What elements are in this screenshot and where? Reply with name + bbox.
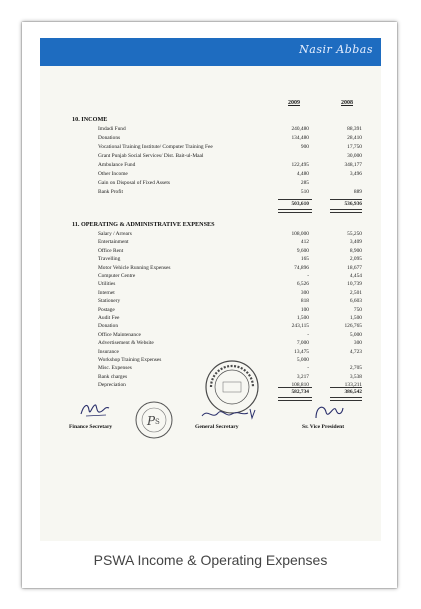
letterhead-brand: Nasir Abbas [299,43,373,56]
expenses-row-label: Misc. Expenses [98,365,132,372]
expenses-row-value-2009: 7,000 [296,340,309,347]
expenses-row-value-2009: 165 [300,256,309,263]
income-row-label: Gain on Disposal of Fixed Assets [98,180,171,186]
income-row-value-2009: 900 [300,144,309,150]
income-row-value-2008: 348,177 [344,162,362,168]
expenses-row-value-2008: 126,765 [344,323,362,330]
expenses-total-2008: 386,542 [344,389,362,395]
income-row-value-2009: 285 [300,180,309,186]
expenses-row-label: Utilities [98,281,116,288]
expenses-row [98,273,362,281]
expenses-row-value-2009: - [307,273,309,279]
income-row-value-2009: 510 [300,189,309,195]
expenses-row [98,256,362,264]
expenses-row-value-2008: 55,250 [347,231,362,237]
expenses-row-value-2009: 243,115 [291,323,309,330]
expenses-row-label: Workshop Training Expenses [98,357,162,363]
expenses-row [98,265,362,273]
pswa-round-seal [134,400,174,440]
expenses-row [98,290,362,298]
expenses-total-rule-2009 [278,387,312,388]
expenses-row-value-2009: 100 [300,306,309,313]
income-row [98,153,362,161]
income-row [98,162,362,170]
expenses-row-value-2008: 1,500 [349,315,362,321]
expenses-row-label: Salary / Arrears [98,231,132,237]
expenses-row-value-2008: 300 [353,340,362,347]
expenses-row-value-2009: 108,810 [291,382,309,389]
expenses-row-value-2008: 750 [353,306,362,313]
expenses-row-label: Entertainment [98,239,129,246]
general-secretary-label: General Secretary [195,424,239,430]
income-row-value-2009: 122,495 [291,162,309,168]
income-row-label: Imdadi Fund [98,126,126,132]
expenses-row-value-2008: 18,677 [347,264,362,271]
income-row-label: Vocational Training Institute/ Computer Training Fee [98,144,213,150]
expenses-row [98,340,362,348]
expenses-row [98,298,362,306]
expenses-section-title: 11. OPERATING & ADMINISTRATIVE EXPENSES [72,221,215,228]
expenses-row [98,315,362,323]
income-row-label: Bank Profit [98,189,124,195]
expenses-row-value-2009: 412 [300,239,309,246]
expenses-row-value-2009: 108,000 [291,231,309,237]
finance-secretary-signature [78,400,114,420]
income-row [98,135,362,143]
expenses-row [98,307,362,315]
income-row-value-2008: 30,000 [347,153,362,159]
expenses-row-value-2009: 1,500 [296,315,309,321]
income-total-double-rule-2008 [330,209,362,213]
income-row [98,180,362,188]
expenses-row-label: Bank charges [98,373,128,380]
income-row [98,171,362,179]
expenses-row-value-2008: 3,409 [349,239,362,246]
expenses-row [98,231,362,239]
expenses-row [98,332,362,340]
income-total-2009: 503,610 [291,201,309,207]
income-row [98,189,362,197]
expenses-row-value-2009: - [307,331,309,338]
expenses-row-value-2008: 8,900 [349,247,362,254]
income-row-value-2009: 240,480 [291,126,309,132]
expenses-row-value-2008: 6,603 [349,298,362,305]
expenses-row [98,323,362,331]
expenses-row-value-2009: 9,600 [296,247,309,254]
image-caption: PSWA Income & Operating Expenses [93,552,328,568]
expenses-row-value-2008: 3,538 [349,373,362,380]
expenses-row [98,239,362,247]
expenses-row-value-2008: 133,211 [344,382,362,389]
income-row [98,126,362,134]
finance-secretary-label: Finance Secretary [69,424,113,430]
income-row-value-2009: 134,480 [291,135,309,141]
income-row-value-2009: 4,480 [296,171,309,177]
income-row-value-2008: 889 [353,189,362,195]
expenses-row-value-2008: 5,000 [349,331,362,338]
income-total-rule-2009 [278,199,312,200]
expenses-row-value-2008: 4,454 [349,273,362,279]
expenses-row-value-2009: 300 [300,289,309,296]
general-secretary-signature [200,404,258,424]
letterhead-bar [40,38,381,66]
expenses-row-label: Advertisement & Website [98,340,154,347]
expenses-row [98,281,362,289]
expenses-total-rule-2008 [330,387,362,388]
expenses-row-label: Internet [98,289,115,296]
expenses-row [98,349,362,357]
column-header-2008: 2008 [341,100,353,106]
document-photo [40,38,381,541]
expenses-row-value-2008: 10,739 [347,281,362,288]
expenses-row [98,248,362,256]
income-total-rule-2008 [330,199,362,200]
income-row-value-2008: 17,750 [347,144,362,150]
expenses-row-value-2009: 74,896 [294,264,309,271]
expenses-row-value-2009: 818 [300,298,309,305]
expenses-row-value-2008: 2,501 [349,289,362,296]
expenses-row-label: Audit Fee [98,315,120,321]
expenses-row-value-2009: 5,000 [296,357,309,363]
expenses-row-value-2009: 3,217 [296,373,309,380]
income-total-double-rule-2009 [278,209,312,213]
column-header-2009: 2009 [288,100,300,106]
svg-text:S: S [155,418,160,426]
expenses-row-value-2008: 2,095 [349,256,362,263]
income-row-value-2008: 88,391 [347,126,362,132]
income-row-label: Donations [98,135,121,141]
expenses-row-label: Office Rent [98,247,124,254]
expenses-row-label: Computer Centre [98,273,136,279]
vice-president-signature [312,400,346,424]
expenses-total-2009: 582,734 [291,389,309,395]
expenses-row-label: Office Maintenance [98,331,141,338]
expenses-row-label: Postage [98,306,115,313]
income-row-label: Grant Punjab Social Services/ Dist. Bait-ul-Maal [98,153,204,159]
expenses-row-value-2009: 13,475 [294,348,309,355]
expenses-row-label: Donation [98,323,119,330]
expenses-row-label: Motor Vehicle Running Expenses [98,264,171,271]
svg-text:P: P [147,414,156,428]
expenses-row-value-2009: - [307,365,309,372]
expenses-row-value-2009: 6,526 [296,281,309,288]
expenses-row-value-2008: 4,723 [349,348,362,355]
income-total-2008: 536,936 [344,201,362,207]
income-total-row [98,201,362,209]
expenses-total-double-rule-2009 [278,397,312,401]
expenses-row-label: Depreciation [98,382,126,389]
expenses-row-value-2008: 2,705 [349,365,362,372]
expenses-row-label: Stationery [98,298,121,305]
income-row-label: Ambulance Fund [98,162,136,168]
income-row [98,144,362,152]
income-section-title: 10. INCOME [72,116,108,123]
expenses-row-label: Travelling [98,256,121,263]
vice-president-label: Sr. Vice President [302,424,345,430]
income-row-label: Other Income [98,171,128,177]
income-row-value-2008: 3,496 [349,171,362,177]
expenses-row-label: Insurance [98,348,119,355]
income-row-value-2008: 28,410 [347,135,362,141]
